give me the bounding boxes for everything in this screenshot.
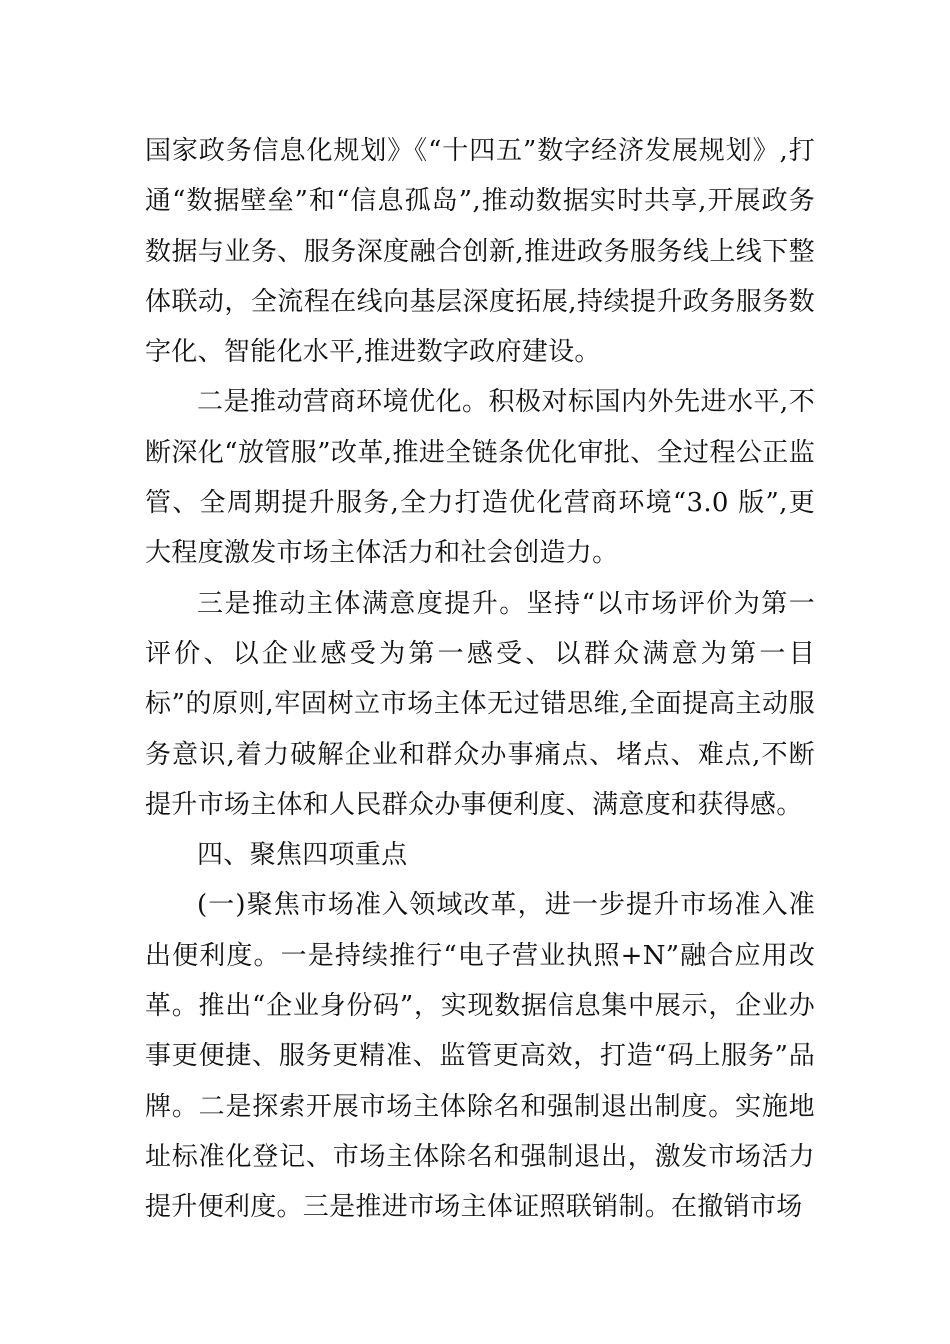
document-body [145,126,815,1233]
paragraph-market-access: (一)聚焦市场准入领域改革，进一步提升市场准入准出便利度。一是持续推行“电子营业执照+N”融合应用改革。推出“企业身份码”，实现数据信息集中展示，企业办事更便捷、服务更精准、监管更高效，打造“码上服务”品牌。二是探索开展市场主体除名和强制退出制度。实施地址标准化登记、市场主体除名和强制退出，激发市场活力提升便利度。三是推进市场主体证照联销制。在撤销市场 [145,890,815,1223]
paragraph-satisfaction: 三是推动主体满意度提升。坚持“以市场评价为第一评价、以企业感受为第一感受、以群众满意为第一目标”的原则,牢固树立市场主体无过错思维,全面提高主动服务意识,着力破解企业和群众办事痛点、堵点、难点,不断提升市场主体和人民群众办事便利度、满意度和获得感。 [145,588,815,820]
section-heading-four-priorities: 四、聚焦四项重点 [197,840,408,871]
paragraph-continuation: 国家政务信息化规划》《“十四五”数字经济发展规划》,打通“数据壁垒”和“信息孤岛”,推动数据实时共享,开展政务数据与业务、服务深度融合创新,推进政务服务线上线下整体联动，全流程在线向基层深度拓展,持续提升政务服务数字化、智能化水平,推进数字政府建设。 [145,136,815,368]
paragraph-business-environment: 二是推动营商环境优化。积极对标国内外先进水平,不断深化“放管服”改革,推进全链条优化审批、全过程公正监管、全周期提升服务,全力打造优化营商环境“3.0 版”,更大程度激发市场主体活力和社会创造力。 [145,387,815,569]
